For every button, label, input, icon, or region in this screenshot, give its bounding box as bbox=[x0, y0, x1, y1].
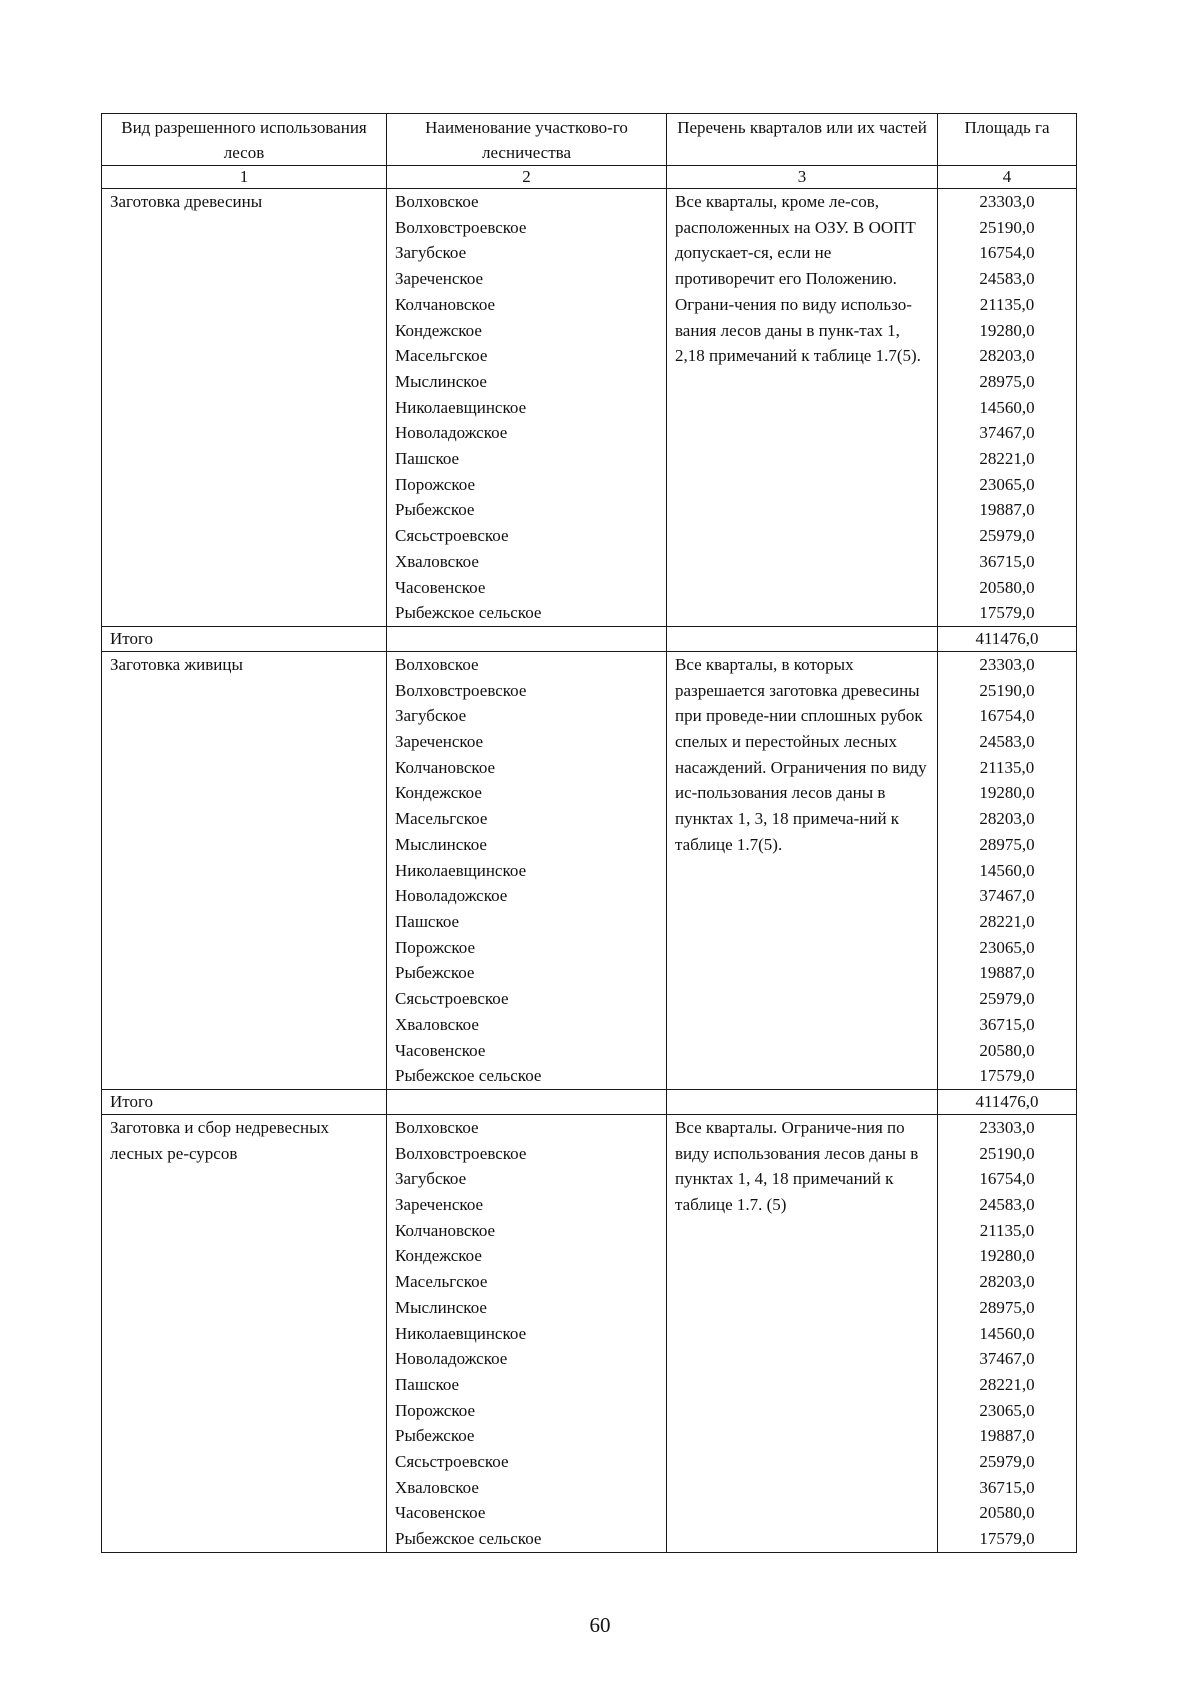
forestry-name: Порожское bbox=[395, 1400, 475, 1420]
quarters-cell bbox=[667, 651, 938, 1089]
area-value: 23303,0 bbox=[979, 192, 1035, 211]
forestry-name: Зареченское bbox=[395, 1195, 484, 1215]
use-type-text: Заготовка и сбор недревесных лесных ре-сурсов bbox=[110, 1117, 329, 1163]
forestry-name: Волховстроевское bbox=[395, 1143, 527, 1163]
header-forestry: Наименование участково-го лесничества bbox=[387, 114, 667, 166]
forestry-name: Рыбежское bbox=[395, 500, 475, 520]
area-value: 16754,0 bbox=[979, 243, 1035, 263]
area-value: 25190,0 bbox=[979, 1143, 1035, 1163]
forestry-name: Рыбежское сельское bbox=[395, 603, 542, 623]
area-value: 28975,0 bbox=[979, 1297, 1035, 1317]
area-value: 19280,0 bbox=[979, 783, 1035, 803]
area-value: 36715,0 bbox=[979, 1477, 1035, 1497]
area-value: 20580,0 bbox=[979, 1040, 1035, 1060]
forestry-name: Пашское bbox=[395, 911, 460, 931]
forestry-name: Загубское bbox=[395, 1169, 467, 1189]
use-type-cell bbox=[102, 189, 387, 627]
quarters-text: Все кварталы, кроме ле-сов, расположенных на ОЗУ. В ООПТ допускает-ся, если не противоречит его Положению. Ограни-чения по виду использо-вания лесов даны в пунк-тах 1, 2,18 примечаний к таблице 1.7(5). bbox=[675, 192, 921, 366]
column-number-1: 1 bbox=[102, 166, 387, 189]
total-row bbox=[102, 1089, 1077, 1114]
forestry-list-cell bbox=[387, 189, 667, 627]
forestry-name: Мыслинское bbox=[395, 1297, 487, 1317]
column-number-3: 3 bbox=[667, 166, 938, 189]
area-value: 25979,0 bbox=[979, 526, 1035, 546]
total-empty-cell bbox=[387, 1089, 667, 1114]
forestry-name: Сясьстроевское bbox=[395, 989, 509, 1009]
area-value: 23303,0 bbox=[979, 1117, 1035, 1137]
area-value: 19280,0 bbox=[979, 320, 1035, 340]
forestry-name: Колчановское bbox=[395, 294, 496, 314]
forestry-name: Кондежское bbox=[395, 783, 482, 803]
area-value: 23303,0 bbox=[979, 654, 1035, 674]
use-type-text: Заготовка живицы bbox=[110, 654, 243, 674]
area-value: 23065,0 bbox=[979, 937, 1035, 957]
header-row bbox=[102, 114, 1077, 166]
use-type-cell bbox=[102, 651, 387, 1089]
forestry-name: Мыслинское bbox=[395, 834, 487, 854]
forestry-name: Николаевщинское bbox=[395, 397, 527, 417]
area-value: 28203,0 bbox=[979, 809, 1035, 829]
total-label: Итого bbox=[102, 1089, 387, 1114]
forestry-name: Загубское bbox=[395, 243, 467, 263]
forestry-name: Рыбежское сельское bbox=[395, 1066, 542, 1086]
forestry-name: Волховское bbox=[395, 654, 479, 674]
page-number: 60 bbox=[589, 1613, 611, 1637]
area-list-cell bbox=[938, 651, 1077, 1089]
area-value: 37467,0 bbox=[979, 423, 1035, 443]
header-area: Площадь га bbox=[938, 114, 1077, 166]
total-row bbox=[102, 626, 1077, 651]
forestry-name: Хваловское bbox=[395, 1477, 479, 1497]
forestry-name: Хваловское bbox=[395, 1014, 479, 1034]
forestry-name: Рыбежское bbox=[395, 963, 475, 983]
area-value: 37467,0 bbox=[979, 1349, 1035, 1369]
section-row-timber-harvesting bbox=[102, 189, 1077, 627]
forestry-name: Порожское bbox=[395, 937, 475, 957]
forestry-name: Николаевщинское bbox=[395, 1323, 527, 1343]
forestry-name: Новоладожское bbox=[395, 1349, 508, 1369]
area-value: 19887,0 bbox=[979, 963, 1035, 983]
section-row-non-timber-resources bbox=[102, 1114, 1077, 1552]
column-number-4: 4 bbox=[938, 166, 1077, 189]
forestry-name: Пашское bbox=[395, 449, 460, 469]
area-value: 25979,0 bbox=[979, 989, 1035, 1009]
forestry-name: Часовенское bbox=[395, 1040, 486, 1060]
area-value: 36715,0 bbox=[979, 551, 1035, 571]
area-value: 28221,0 bbox=[979, 449, 1035, 469]
forestry-name: Масельгское bbox=[395, 809, 488, 829]
quarters-text: Все кварталы. Ограниче-ния по виду использования лесов даны в пунктах 1, 4, 18 примечаний к таблице 1.7. (5) bbox=[675, 1117, 919, 1215]
area-list-cell bbox=[938, 189, 1077, 627]
area-value: 36715,0 bbox=[979, 1014, 1035, 1034]
forestry-name: Часовенское bbox=[395, 577, 486, 597]
column-number-2: 2 bbox=[387, 166, 667, 189]
total-area: 411476,0 bbox=[938, 1089, 1077, 1114]
forestry-name: Рыбежское bbox=[395, 1426, 475, 1446]
section-row-resin-harvesting bbox=[102, 651, 1077, 1089]
area-value: 23065,0 bbox=[979, 474, 1035, 494]
forest-use-table bbox=[101, 113, 1077, 1553]
forestry-name: Колчановское bbox=[395, 1220, 496, 1240]
forestry-name: Хваловское bbox=[395, 551, 479, 571]
forestry-name: Мыслинское bbox=[395, 371, 487, 391]
area-list-cell bbox=[938, 1114, 1077, 1552]
area-value: 28975,0 bbox=[979, 834, 1035, 854]
area-value: 25190,0 bbox=[979, 680, 1035, 700]
forestry-name: Волховстроевское bbox=[395, 217, 527, 237]
forestry-name: Рыбежское сельское bbox=[395, 1529, 542, 1549]
area-value: 28975,0 bbox=[979, 371, 1035, 391]
area-value: 17579,0 bbox=[979, 1066, 1035, 1086]
area-value: 20580,0 bbox=[979, 1503, 1035, 1523]
area-value: 17579,0 bbox=[979, 603, 1035, 623]
use-type-text: Заготовка древесины bbox=[110, 192, 263, 211]
header-quarters: Перечень кварталов или их частей bbox=[667, 114, 938, 166]
forestry-name: Зареченское bbox=[395, 269, 484, 289]
forestry-list-cell bbox=[387, 651, 667, 1089]
forestry-name: Загубское bbox=[395, 706, 467, 726]
forestry-name: Николаевщинское bbox=[395, 860, 527, 880]
area-value: 16754,0 bbox=[979, 706, 1035, 726]
area-value: 21135,0 bbox=[979, 294, 1035, 314]
forestry-name: Колчановское bbox=[395, 757, 496, 777]
area-value: 21135,0 bbox=[979, 757, 1035, 777]
quarters-text: Все кварталы, в которых разрешается заготовка древесины при проведе-нии сплошных рубок спелых и перестойных лесных насаждений. Ограничения по виду ис-пользования лесов даны в пунктах 1, 3, 18 примеча-ний к таблице 1.7(5). bbox=[675, 654, 927, 854]
area-value: 14560,0 bbox=[979, 397, 1035, 417]
area-value: 24583,0 bbox=[979, 269, 1035, 289]
area-value: 20580,0 bbox=[979, 577, 1035, 597]
total-empty-cell bbox=[667, 1089, 938, 1114]
area-value: 28203,0 bbox=[979, 346, 1035, 366]
quarters-cell bbox=[667, 189, 938, 627]
forestry-name: Пашское bbox=[395, 1374, 460, 1394]
area-value: 28221,0 bbox=[979, 911, 1035, 931]
area-value: 21135,0 bbox=[979, 1220, 1035, 1240]
forestry-name: Кондежское bbox=[395, 320, 482, 340]
forestry-name: Сясьстроевское bbox=[395, 526, 509, 546]
area-value: 19887,0 bbox=[979, 500, 1035, 520]
column-number-row bbox=[102, 166, 1077, 189]
area-value: 16754,0 bbox=[979, 1169, 1035, 1189]
forestry-name: Часовенское bbox=[395, 1503, 486, 1523]
area-value: 28203,0 bbox=[979, 1272, 1035, 1292]
forestry-name: Масельгское bbox=[395, 346, 488, 366]
forestry-list-cell bbox=[387, 1114, 667, 1552]
forestry-name: Порожское bbox=[395, 474, 475, 494]
forestry-name: Новоладожское bbox=[395, 886, 508, 906]
forestry-name: Кондежское bbox=[395, 1246, 482, 1266]
area-value: 14560,0 bbox=[979, 1323, 1035, 1343]
header-use-type: Вид разрешенного использования лесов bbox=[102, 114, 387, 166]
forestry-name: Волховское bbox=[395, 192, 479, 211]
area-value: 25190,0 bbox=[979, 217, 1035, 237]
total-empty-cell bbox=[667, 626, 938, 651]
forestry-name: Зареченское bbox=[395, 732, 484, 752]
total-empty-cell bbox=[387, 626, 667, 651]
forestry-name: Новоладожское bbox=[395, 423, 508, 443]
area-value: 24583,0 bbox=[979, 1195, 1035, 1215]
forestry-name: Сясьстроевское bbox=[395, 1452, 509, 1472]
quarters-cell bbox=[667, 1114, 938, 1552]
area-value: 23065,0 bbox=[979, 1400, 1035, 1420]
use-type-cell bbox=[102, 1114, 387, 1552]
area-value: 25979,0 bbox=[979, 1452, 1035, 1472]
area-value: 24583,0 bbox=[979, 732, 1035, 752]
area-value: 14560,0 bbox=[979, 860, 1035, 880]
area-value: 28221,0 bbox=[979, 1374, 1035, 1394]
area-value: 19280,0 bbox=[979, 1246, 1035, 1266]
area-value: 19887,0 bbox=[979, 1426, 1035, 1446]
forestry-name: Масельгское bbox=[395, 1272, 488, 1292]
forestry-name: Волховстроевское bbox=[395, 680, 527, 700]
area-value: 37467,0 bbox=[979, 886, 1035, 906]
total-label: Итого bbox=[102, 626, 387, 651]
total-area: 411476,0 bbox=[938, 626, 1077, 651]
forestry-name: Волховское bbox=[395, 1117, 479, 1137]
area-value: 17579,0 bbox=[979, 1529, 1035, 1549]
